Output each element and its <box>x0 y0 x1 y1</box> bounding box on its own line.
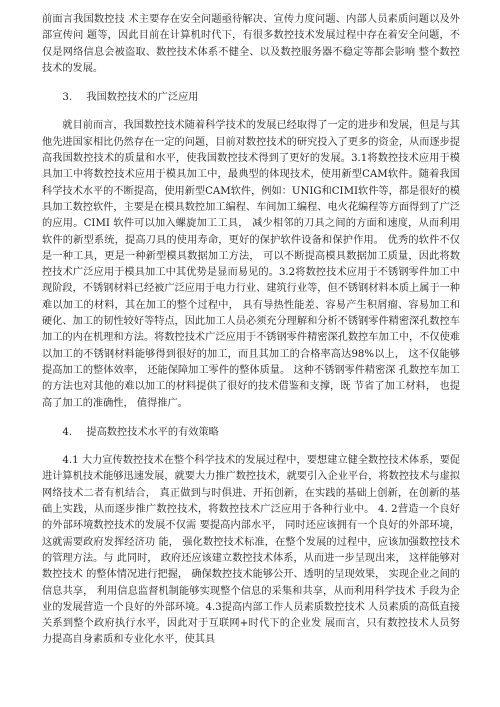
body-paragraph-applications: 就目前而言，我国数控技术随着科学技术的发展已经取得了一定的进步和发展，但是与其他先进国家相比仍然存在一定的问题，目前对数控技术的研究投入了更多的资金，从而逐步提高我国数控技术的质量和水平，使我国数控技术得到了更好的发展。3.1将数控技术应用于模具加工中将数控技术应用于模具加工中，最典型的体现技术，使用新型CAM软件。随着我国科学技术水平的不断提高，使用新型CAM软件，例如：UNIG和CIMI软件等，都是很好的模具加工数控软件，主要是在模具数控加工编程、车间加工编程、电火花编程等方面得到了广泛的应用。CIMI 软件可以加入螺旋加工工具， 减少相邻的刀具之间的方面和速度，从而利用软件的新型系统，提高刀具的使用寿命，更好的保护软件设备和保护作用。 优秀的软件不仅是一种工具，更是一种新型模具数据加工方法， 可以不断提高模具数据加工质量，因此将数控技术广泛应用于模具加工中其优势是显而易见的。3.2将数控技术应用于不锈钢零件加工中现阶段，不锈钢材料已经被广泛应用于电力行业、建筑行业等，但不锈钢材料本质上属于一种难以加工的材料，其在加工的整个过程中， 具有导热性能差、容易产生积屑瘤、容易加工和硬化、加工的韧性较好等特点，因此加工人员必须充分理解和分析不锈钢零件精密深孔数控车加工的内在机理和方法。将数控技术广泛应用于不锈钢零件精密深孔数控车加工中，不仅使难以加工的不锈钢材料能够得到很好的加工，而且其加工的合格率高达98%以上， 这不仅能够提高加工的整体效率， 还能保障加工零件的整体质量。 这种不锈钢零件精密深 孔数控车加工的方法也对其他的难以加工的材料提供了很好的技术借鉴和支撑，既 节省了加工材料， 也提高了加工的准确性， 值得推广。 <box>42 120 460 409</box>
section-heading-4 <box>42 425 460 441</box>
section-title: 提高数控技术水平的有效策略 <box>86 426 219 438</box>
section-number: 3. <box>62 92 73 104</box>
intro-paragraph: 前面言我国数控技 术主要存在安全问题亟待解决、宣传力度问题、内部人员素质问题以及外部宣传问 题等，因此目前在计算机时代下，有很多数控技术发展过程中存在着安全问题，不 仅是网络信息会被盗取、数控技术体系不健全、以及数控服务器不稳定等都会影响 整个数控技术的发展。 <box>42 14 460 74</box>
section-title: 我国数控技术的广泛应用 <box>86 92 199 104</box>
section-heading-3 <box>42 90 460 106</box>
body-paragraph-strategies: 4.1 大力宣传数控技术在整个科学技术的发展过程中，要想建立健全数控技术体系，要促进计算机技术能够迅速发展，就要大力推广数控技术，就要引入企业平台，将数控技术与虚拟网络技术二者有机结合， 真正做到与时俱进、开拓创新，在实践的基础上创新，在创新的基础上实践，从而逐步推广数控技术，将数控技术广泛应用于各种行业中。 4. 2营造一个良好的外部环境数控技术的发展不仅需 要提高内部水平， 同时还应该拥有一个良好的外部环境， 这就需要政府发挥经济功 能， 强化数控技术标准，在整个发展的过程中，应该加强数控技术的管理方法。与 此同时， 政府还应该建立数控技术体系，从而进一步呈现出来， 这样能够对数控技术 的整体情况进行把握， 确保数控技术能够公开、透明的呈现效果， 实现企业之间的 信息共享， 利用信息监督机制能够实现整个信息的采集和共享，从而利用科学技术 手段为企业的发展营造一个良好的外部环境。4.3提高内部工作人员素质数控技术 人员素质的高低直接关系到整个政府执行水平，因此对于互联网+时代下的企业发 展而言，只有数控技术人员努力提高自身素质和专业化水平，使其具 <box>42 455 460 646</box>
section-number: 4. <box>62 426 73 438</box>
